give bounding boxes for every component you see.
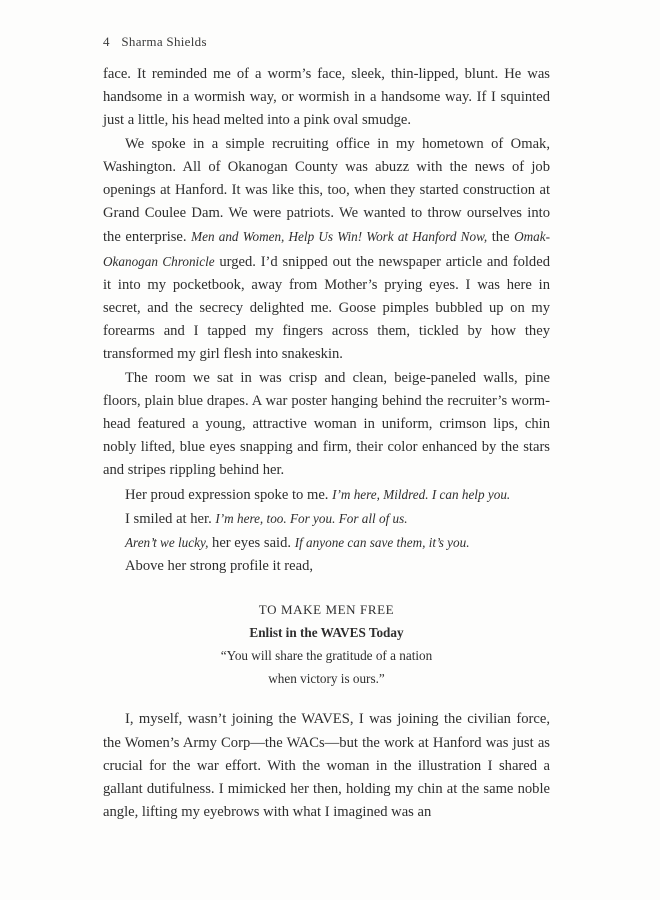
poster-text <box>103 598 550 690</box>
paragraph-continued: face. It reminded me of a worm’s face, sleek, thin-lipped, blunt. He was handsome in a wormish way, or wormish in a handsome way. If I squinted just a little, his head melted into a pink oval smudge. <box>103 66 550 129</box>
italic-thought: Aren’t we lucky, <box>125 535 209 551</box>
text-run: Her proud expression spoke to me. <box>125 486 333 503</box>
paragraph-profile: Above her strong profile it read, <box>125 558 314 575</box>
text-run: I smiled at her. <box>125 510 216 527</box>
paragraph-room: The room we sat in was crisp and clean, beige-paneled walls, pine floors, plain blue drapes. A war poster hanging behind the recruiter’s worm-head featured a young, attractive woman in uniform, crimson lips, chin nobly lifted, blue eyes snapping and firm, their color enhanced by the stars and stripes rippling behind her. <box>103 369 550 479</box>
poster-subhead: Enlist in the WAVES Today <box>249 625 404 641</box>
text-run: the <box>487 229 515 246</box>
italic-thought: I’m here, Mildred. I can help you. <box>332 486 511 502</box>
page-number: 4 <box>103 34 110 49</box>
italic-headline: Men and Women, Help Us Win! Work at Hanford Now, <box>191 229 488 245</box>
body-text <box>103 63 550 824</box>
italic-thought: If anyone can save them, it’s you. <box>294 535 470 551</box>
author-name: Sharma Shields <box>121 34 207 49</box>
paragraph-recruiting-office <box>103 133 550 367</box>
paragraph-proud-expression <box>103 483 550 507</box>
poster-headline: TO MAKE MEN FREE <box>258 602 395 618</box>
italic-thought: I’m here, too. For you. For all of us. <box>215 510 408 526</box>
italic-newspaper-title: Omak-Okanogan Chronicle <box>103 229 550 269</box>
text-run: urged. I’d snipped out the newspaper article and folded it into my pocketbook, away from Mother’s prying eyes. I was here in secret, and the secrecy delighted me. Goose pimples bubbled up on my forearms and I tapped my fingers across them, tickled by how they transformed my girl flesh into snakeskin. <box>103 253 550 363</box>
running-head <box>103 34 207 50</box>
paragraph-smiled <box>103 507 550 531</box>
text-run: her eyes said. <box>208 535 295 552</box>
paragraph-civilian-force: I, myself, wasn’t joining the WAVES, I was joining the civilian force, the Women’s Army Corp—the WACs—but the work at Hanford was just as crucial for the war effort. With the woman in the illustration I shared a gallant dutifulness. I mimicked her then, holding my chin at the same noble angle, lifting my eyebrows with what I imagined was an <box>103 711 550 821</box>
paragraph-lucky <box>103 531 550 555</box>
poster-quote-line: “You will share the gratitude of a nation <box>220 648 433 664</box>
poster-quote-line: when victory is ours.” <box>268 671 385 687</box>
text-run: We spoke in a simple recruiting office in my hometown of Omak, Washington. All of Okanogan County was abuzz with the news of job openings at Hanford. It was like this, too, when they started construction at Grand Coulee Dam. We were patriots. We wanted to throw ourselves into the enterprise. <box>103 135 550 246</box>
